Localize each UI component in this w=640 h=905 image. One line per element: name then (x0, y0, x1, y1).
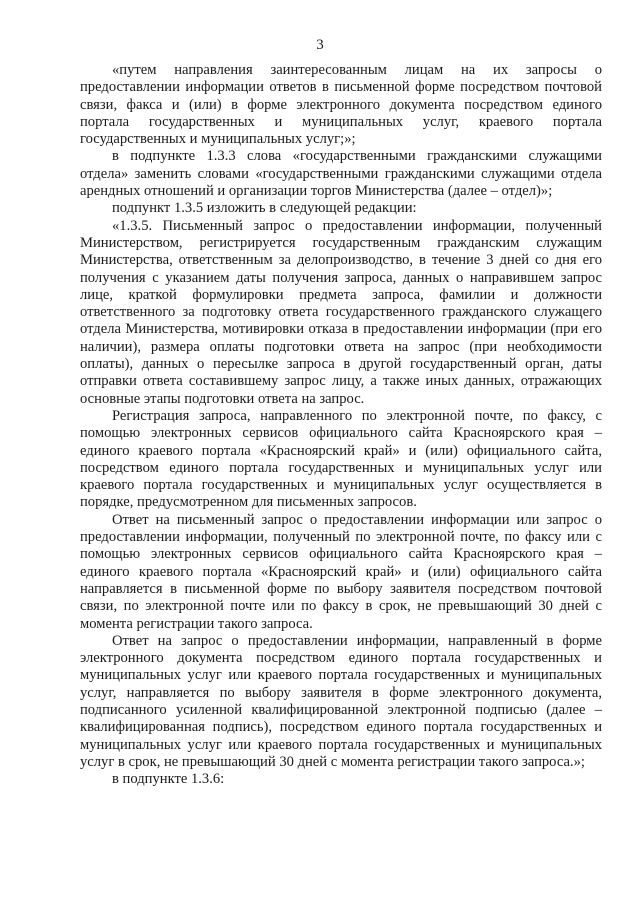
paragraph-registration: Регистрация запроса, направленного по электронной почте, по факсу, с помощью электронных сервисов официального сайта Красноярского края – единого краевого портала «Красноярский край» и (или) официального сайта, посредством единого портала государственных и муниципальных услуг или краевого портала государственных и муниципальных услуг осуществляется в порядке, предусмотренном для письменных запросов. (80, 407, 602, 511)
document-body (80, 62, 602, 788)
paragraph-electronic-response: Ответ на запрос о предоставлении информации, направленный в форме электронного документа посредством единого портала государственных и муниципальных услуг или краевого портала государственных и муниципальных услуг, направляется по выбору заявителя в форме электронного документа, подписанного усиленной квалифицированной электронной подписью (далее – квалифицированная подпись), посредством единого портала государственных и муниципальных услуг или краевого портала государственных и муниципальных услуг в срок, не превышающий 30 дней с момента регистрации такого запроса.»; (80, 632, 602, 770)
paragraph-subclause-1-3-6: в подпункте 1.3.6: (112, 771, 225, 788)
paragraph-clause-1-3-5: «1.3.5. Письменный запрос о предоставлении информации, полученный Министерством, регистрируется государственным гражданским служащим Министерства, ответственным за делопроизводство, в течение 3 дней со дня его получения с указанием даты получения запроса, данных о направившем запрос лице, краткой формулировки предмета запроса, фамилии и должности ответственного за подготовку ответа государственного гражданского служащего отдела Министерства, мотивировки отказа в предоставлении информации (при его наличии), размера оплаты подготовки ответа на запрос (при необходимости оплаты), данных о пересылке запроса в другой государственный орган, даты отправки ответа составившему запрос лицу, а также иных данных, отражающих основные этапы подготовки ответа на запрос. (80, 217, 602, 407)
paragraph-subclause-1-3-5-intro: подпункт 1.3.5 изложить в следующей редакции: (112, 200, 417, 217)
page-number: 3 (316, 37, 324, 53)
paragraph-quote-continuation: «путем направления заинтересованным лицам на их запросы о предоставлении информации ответов в письменной форме посредством почтовой связи, факса и (или) в форме электронного документа посредством единого портала государственных и муниципальных услуг, краевого портала государственных и муниципальных услуг;»; (80, 62, 602, 148)
paragraph-written-response: Ответ на письменный запрос о предоставлении информации или запрос о предоставлении информации, полученный по электронной почте, по факсу или с помощью электронных сервисов официального сайта Красноярского края – единого краевого портала «Красноярский край» и (или) официального сайта направляется в письменной форме по выбору заявителя посредством почтовой связи, по электронной почте или по факсу в срок, не превышающий 30 дней с момента регистрации такого запроса. (80, 511, 602, 632)
paragraph-subclause-1-3-3: в подпункте 1.3.3 слова «государственными гражданскими служащими отдела» заменить словами «государственными гражданскими служащими отдела арендных отношений и организации торгов Министерства (далее – отдел)»; (80, 148, 602, 200)
